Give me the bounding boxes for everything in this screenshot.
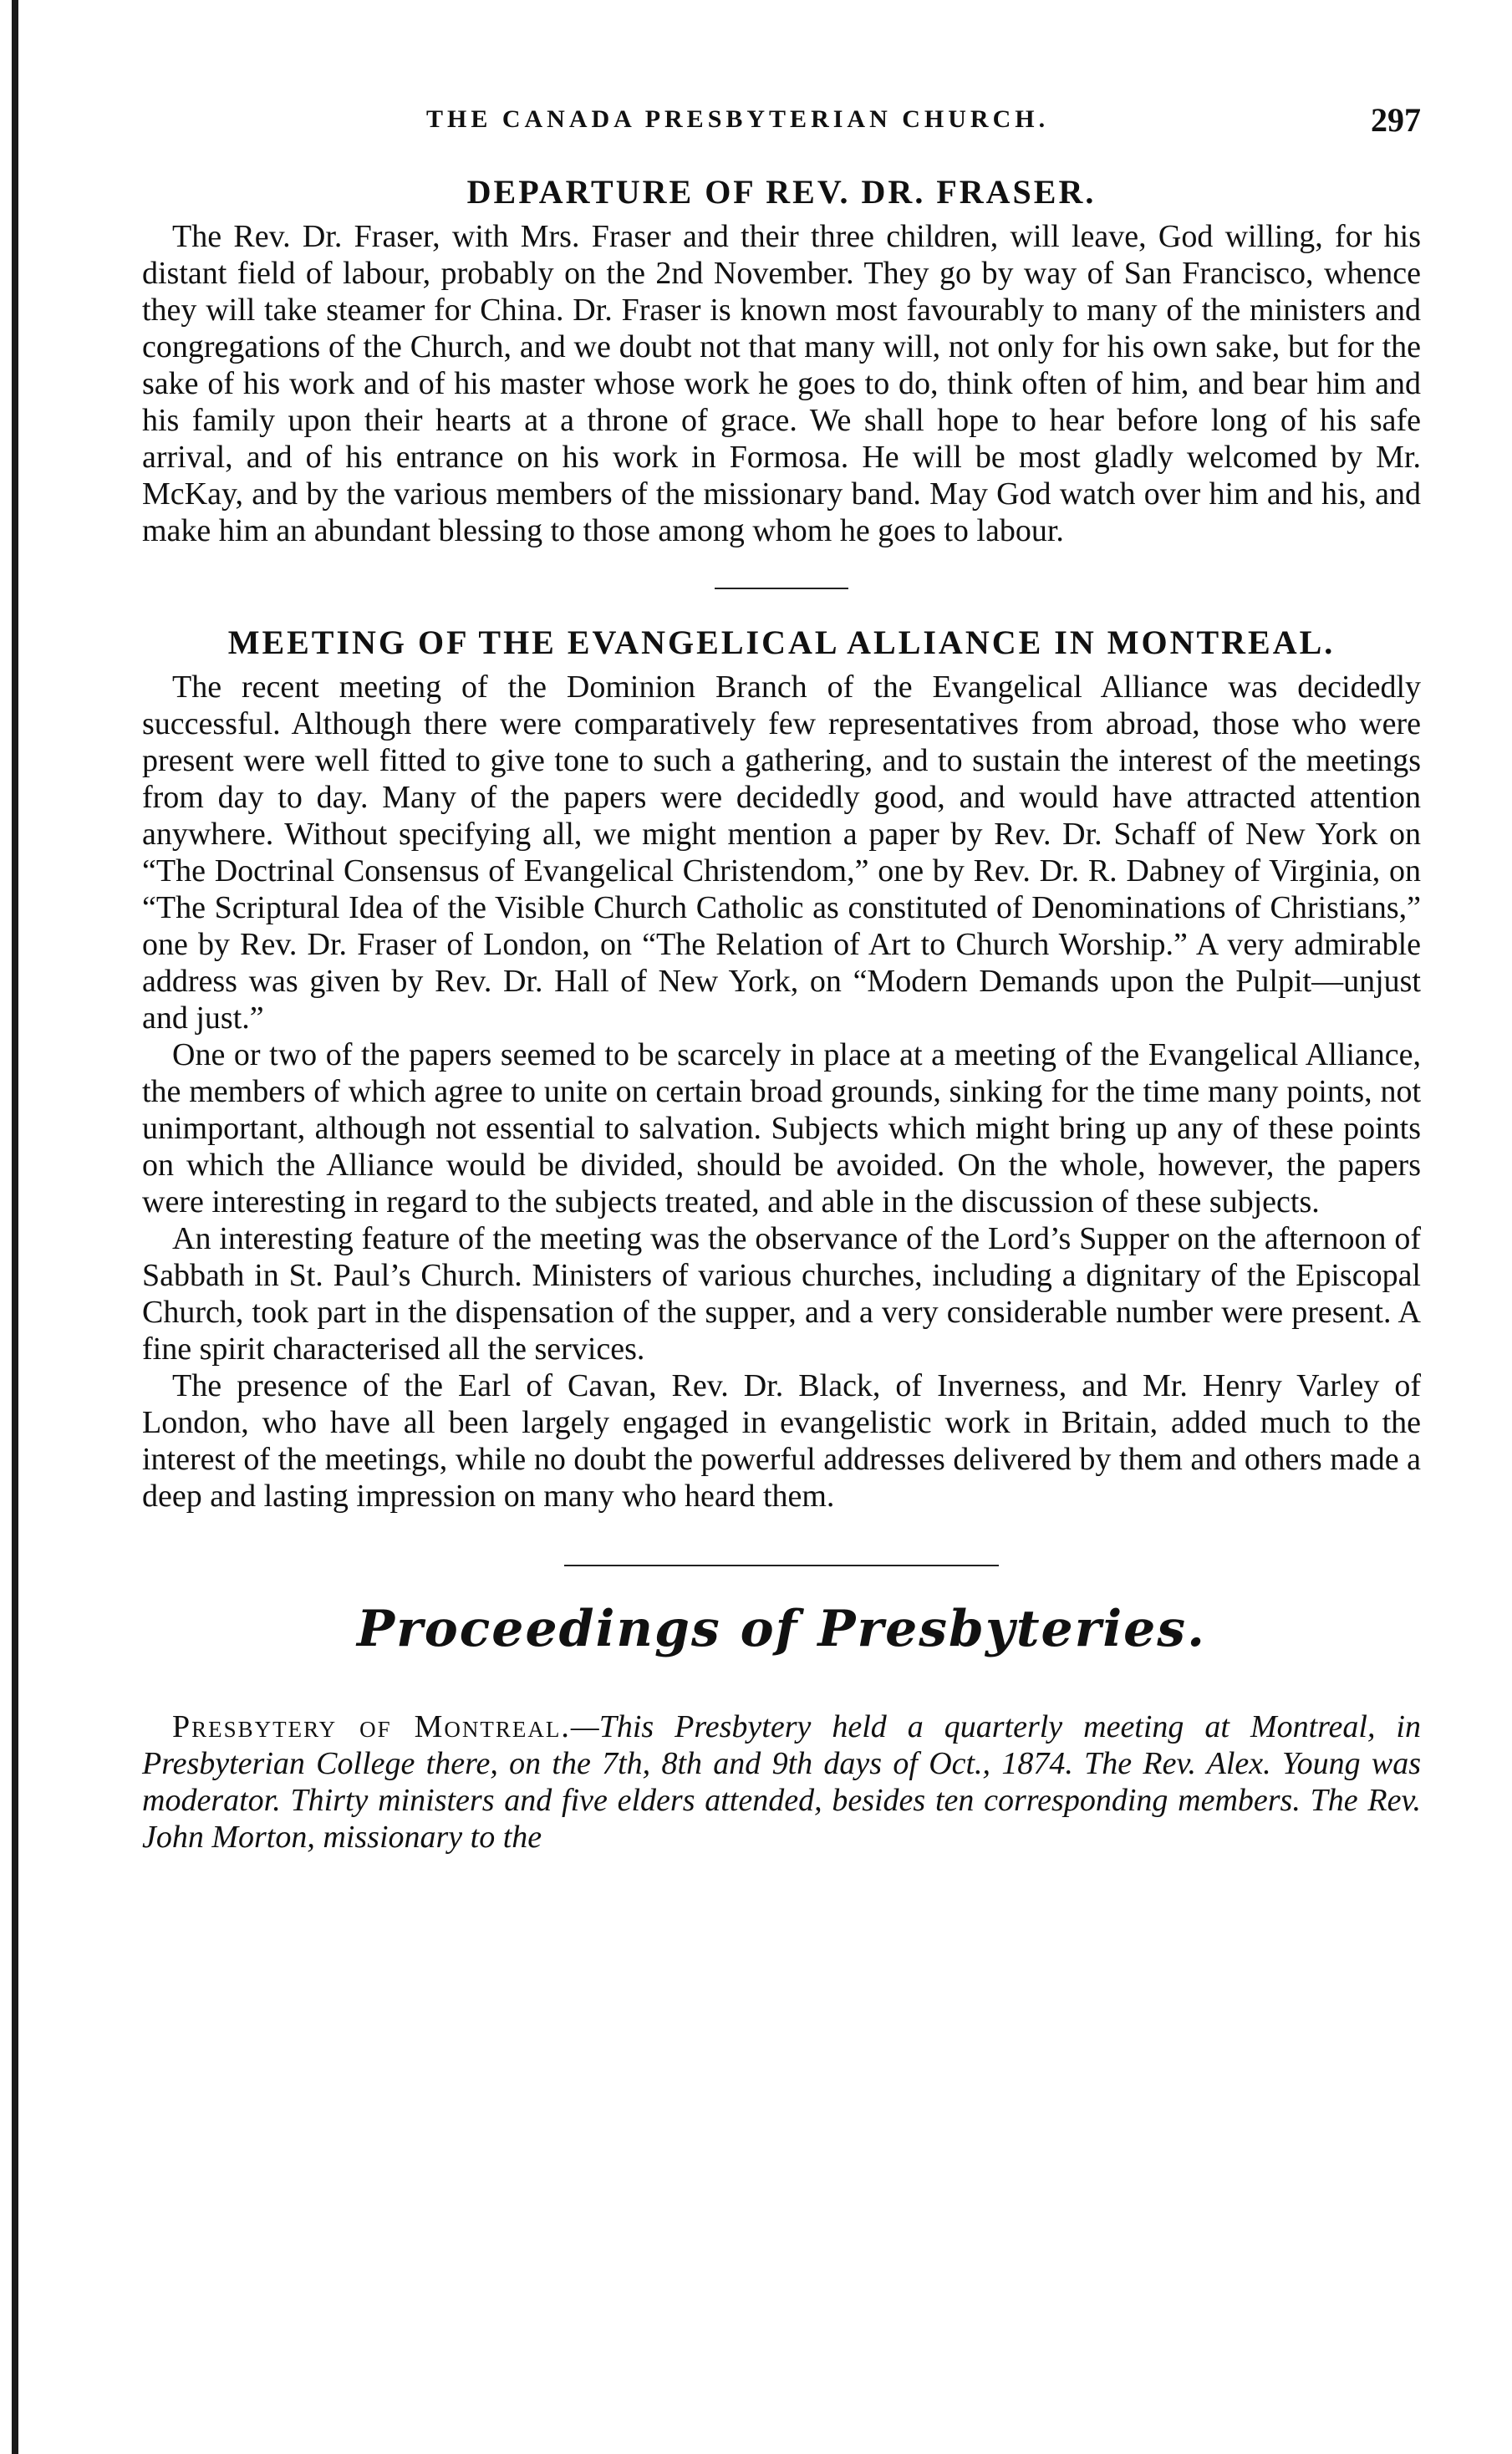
section-title-evangelical-alliance: MEETING OF THE EVANGELICAL ALLIANCE IN MONTREAL. [227,624,1336,661]
divider [564,1565,999,1566]
page-number: 297 [1371,101,1421,139]
paragraph: The Rev. Dr. Fraser, with Mrs. Fraser and their three children, will leave, God willing, for his distant field of labour, probably on the 2nd November. They go by way of San Francisco, whence they will take steamer for China. Dr. Fraser is known most favourably to many of the ministers and congregations of the Church, and we doubt not that many will, not only for his own sake, but for the sake of his work and of his master whose work he goes to do, think often of him, and bear him and his family upon their hearts at a throne of grace. We shall hope to hear before long of his safe arrival, and of his entrance on his work in Formosa. He will be most gladly welcomed by Mr. McKay, and by the various members of the missionary band. May God watch over him and his, and make him an abundant blessing to those among whom he goes to labour. [142,219,1421,548]
presbytery-heading: Presbytery of Montreal. [172,1709,571,1744]
paragraph: An interesting feature of the meeting was the observance of the Lord’s Supper on the afternoon of Sabbath in St. Paul’s Church. Ministers of various churches, including a dignitary of the Episcopal Church, took part in the dispensation of the supper, and a very considerable number were present. A fine spirit characterised all the services. [142,1221,1421,1367]
running-head-title: THE CANADA PRESBYTERIAN CHURCH. [426,105,1050,133]
paragraph: The presence of the Earl of Cavan, Rev. Dr. Black, of Inverness, and Mr. Henry Varley of London, who have all been largely engaged in evangelistic work in Britain, added much to the interest of the meetings, while no doubt the powerful addresses delivered by them and others made a deep and lasting impression on many who heard them. [142,1368,1421,1514]
page [142,100,1421,1856]
left-page-border [12,0,18,2454]
section-title-proceedings: Proceedings of Presbyteries. [357,1600,1206,1658]
divider [715,588,848,589]
running-head [142,100,1421,150]
section-title-departure: DEPARTURE OF REV. DR. FRASER. [466,173,1097,211]
presbytery-text: —This Presbytery held a quarterly meeting at Montreal, in Presbyterian College there, on the 7th, 8th and 9th days of Oct., 1874. The Rev. Alex. Young was moderator. Thirty ministers and five elders attended, besides ten corresponding members. The Rev. John Morton, missionary to the [142,1709,1421,1855]
paragraph: The recent meeting of the Dominion Branch of the Evangelical Alliance was decidedly successful. Although there were comparatively few representatives from abroad, those who were present were well fitted to give tone to such a gathering, and to sustain the interest of the meetings from day to day. Many of the papers were decidedly good, and would have attracted attention anywhere. Without specifying all, we might mention a paper by Rev. Dr. Schaff of New York on “The Doctrinal Consensus of Evangelical Christendom,” one by Rev. Dr. R. Dabney of Virginia, on “The Scriptural Idea of the Visible Church Catholic as constituted of Denominations of Christians,” one by Rev. Dr. Fraser of London, on “The Relation of Art to Church Worship.” A very admirable address was given by Rev. Dr. Hall of New York, on “Modern Demands upon the Pulpit—unjust and just.” [142,670,1421,1036]
paragraph: One or two of the papers seemed to be scarcely in place at a meeting of the Evangelical Alliance, the members of which agree to unite on certain broad grounds, sinking for the time many points, not unimportant, although not essential to salvation. Subjects which might bring up any of these points on which the Alliance would be divided, should be avoided. On the whole, however, the papers were interesting in regard to the subjects treated, and able in the discussion of these subjects. [142,1037,1421,1219]
paragraph [142,1708,1421,1856]
